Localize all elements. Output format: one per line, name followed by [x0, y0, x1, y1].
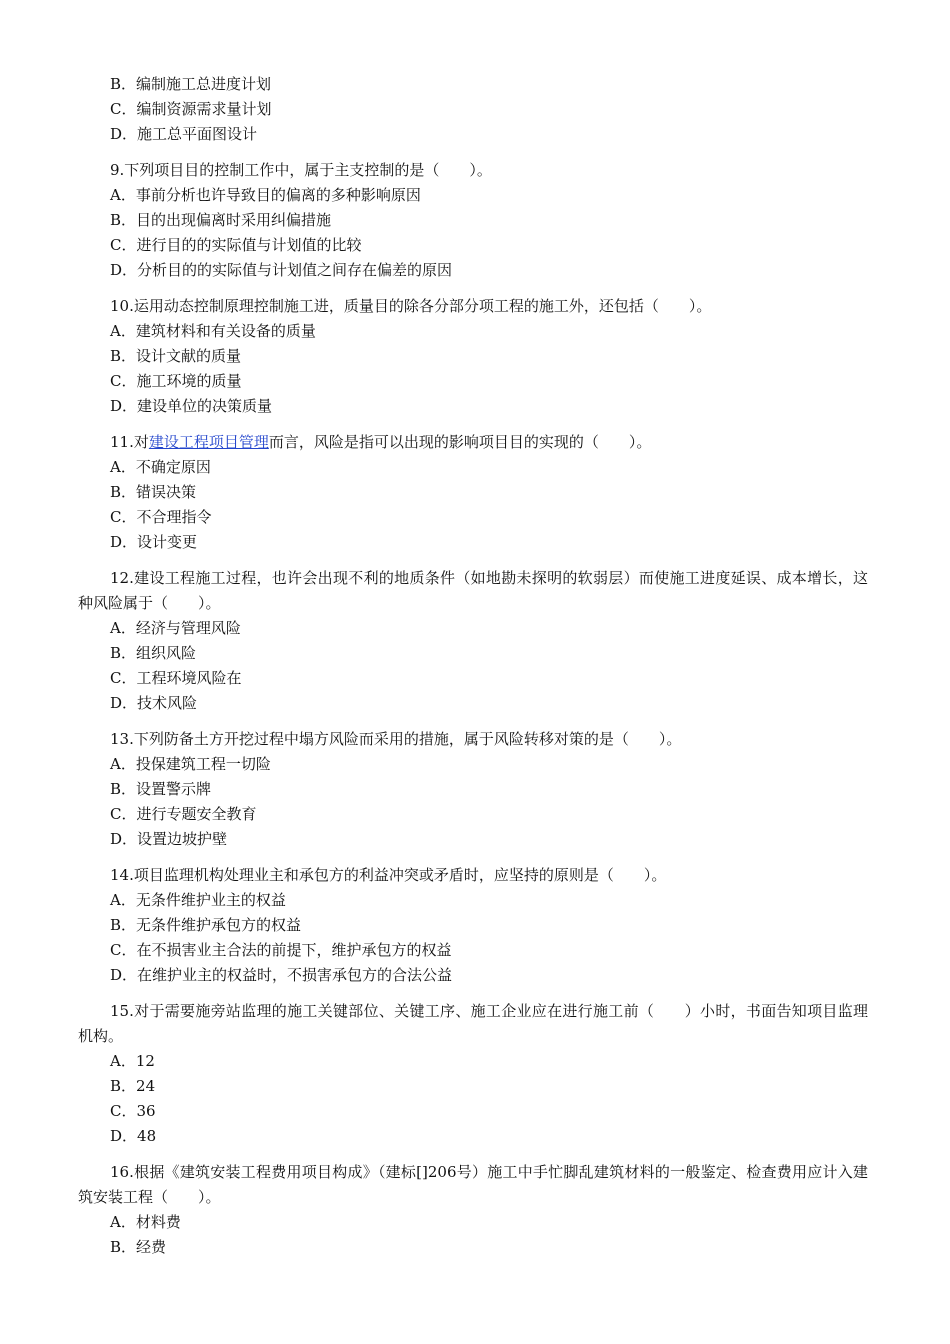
option-c: C．施工环境的质量	[110, 372, 242, 390]
option-d: D．建设单位的决策质量	[110, 397, 273, 415]
option-b: B．24	[110, 1077, 156, 1095]
stem-prefix: 11.对	[110, 433, 149, 451]
question-8-continued	[78, 72, 868, 147]
option-c: C．36	[110, 1102, 156, 1120]
option-c: C．不合理指令	[110, 508, 212, 526]
question-12	[78, 566, 868, 716]
option-b: B．设置警示牌	[110, 780, 212, 798]
option-c: C．在不损害业主合法的前提下，维护承包方的权益	[110, 941, 452, 959]
option-a: A．事前分析也许导致目的偏离的多种影响原因	[110, 186, 421, 204]
question-stem: 9.下列项目目的控制工作中，属于主支控制的是（ ）。	[110, 161, 492, 179]
question-stem: 16.根据《建筑安装工程费用项目构成》（建标[]206号）施工中手忙脚乱建筑材料的一般鉴定、检查费用应计入建筑安装工程（ ）。	[78, 1163, 868, 1206]
option-b: B．编制施工总进度计划	[110, 75, 272, 93]
option-c: C．编制资源需求量计划	[110, 100, 272, 118]
option-b: B．错误决策	[110, 483, 197, 501]
option-a: A．经济与管理风险	[110, 619, 241, 637]
project-management-link[interactable]: 建设工程项目管理	[148, 433, 269, 451]
option-d: D．分析目的的实际值与计划值之间存在偏差的原因	[110, 261, 453, 279]
option-b: B．无条件维护承包方的权益	[110, 916, 302, 934]
option-a: A．不确定原因	[110, 458, 211, 476]
question-14	[78, 863, 868, 988]
option-d: D．48	[110, 1127, 157, 1145]
question-stem	[78, 430, 868, 455]
question-stem: 14.项目监理机构处理业主和承包方的利益冲突或矛盾时，应坚持的原则是（ ）。	[110, 866, 667, 884]
option-c: C．进行专题安全教育	[110, 805, 257, 823]
question-stem: 15.对于需要施旁站监理的施工关键部位、关键工序、施工企业应在进行施工前（ ）小时，书面告知项目监理机构。	[78, 1002, 868, 1045]
question-stem: 10.运用动态控制原理控制施工进，质量目的除各分部分项工程的施工外，还包括（ ）。	[110, 297, 712, 315]
option-b: B．组织风险	[110, 644, 197, 662]
option-a: A．材料费	[110, 1213, 181, 1231]
document-body	[78, 72, 868, 1260]
stem-suffix: 而言，风险是指可以出现的影响项目目的实现的（ ）。	[268, 433, 652, 451]
option-a: A．建筑材料和有关设备的质量	[110, 322, 316, 340]
question-13	[78, 727, 868, 852]
option-a: A．12	[110, 1052, 155, 1070]
option-d: D．设计变更	[110, 533, 198, 551]
question-stem: 13.下列防备土方开挖过程中塌方风险而采用的措施，属于风险转移对策的是（ ）。	[110, 730, 682, 748]
question-11	[78, 430, 868, 555]
option-d: D．在维护业主的权益时，不损害承包方的合法公益	[110, 966, 453, 984]
option-b: B．目的出现偏离时采用纠偏措施	[110, 211, 332, 229]
option-c: C．工程环境风险在	[110, 669, 242, 687]
question-10	[78, 294, 868, 419]
option-a: A．无条件维护业主的权益	[110, 891, 286, 909]
option-b: B．设计文献的质量	[110, 347, 242, 365]
option-d: D．技术风险	[110, 694, 198, 712]
option-b: B．经费	[110, 1238, 167, 1256]
option-d: D．设置边坡护壁	[110, 830, 228, 848]
question-16	[78, 1160, 868, 1260]
question-stem: 12.建设工程施工过程，也许会出现不利的地质条件（如地勘未探明的软弱层）而使施工进度延误、成本增长，这种风险属于（ ）。	[78, 569, 868, 612]
question-9	[78, 158, 868, 283]
option-a: A．投保建筑工程一切险	[110, 755, 271, 773]
option-c: C．进行目的的实际值与计划值的比较	[110, 236, 362, 254]
option-d: D．施工总平面图设计	[110, 125, 258, 143]
question-15	[78, 999, 868, 1149]
